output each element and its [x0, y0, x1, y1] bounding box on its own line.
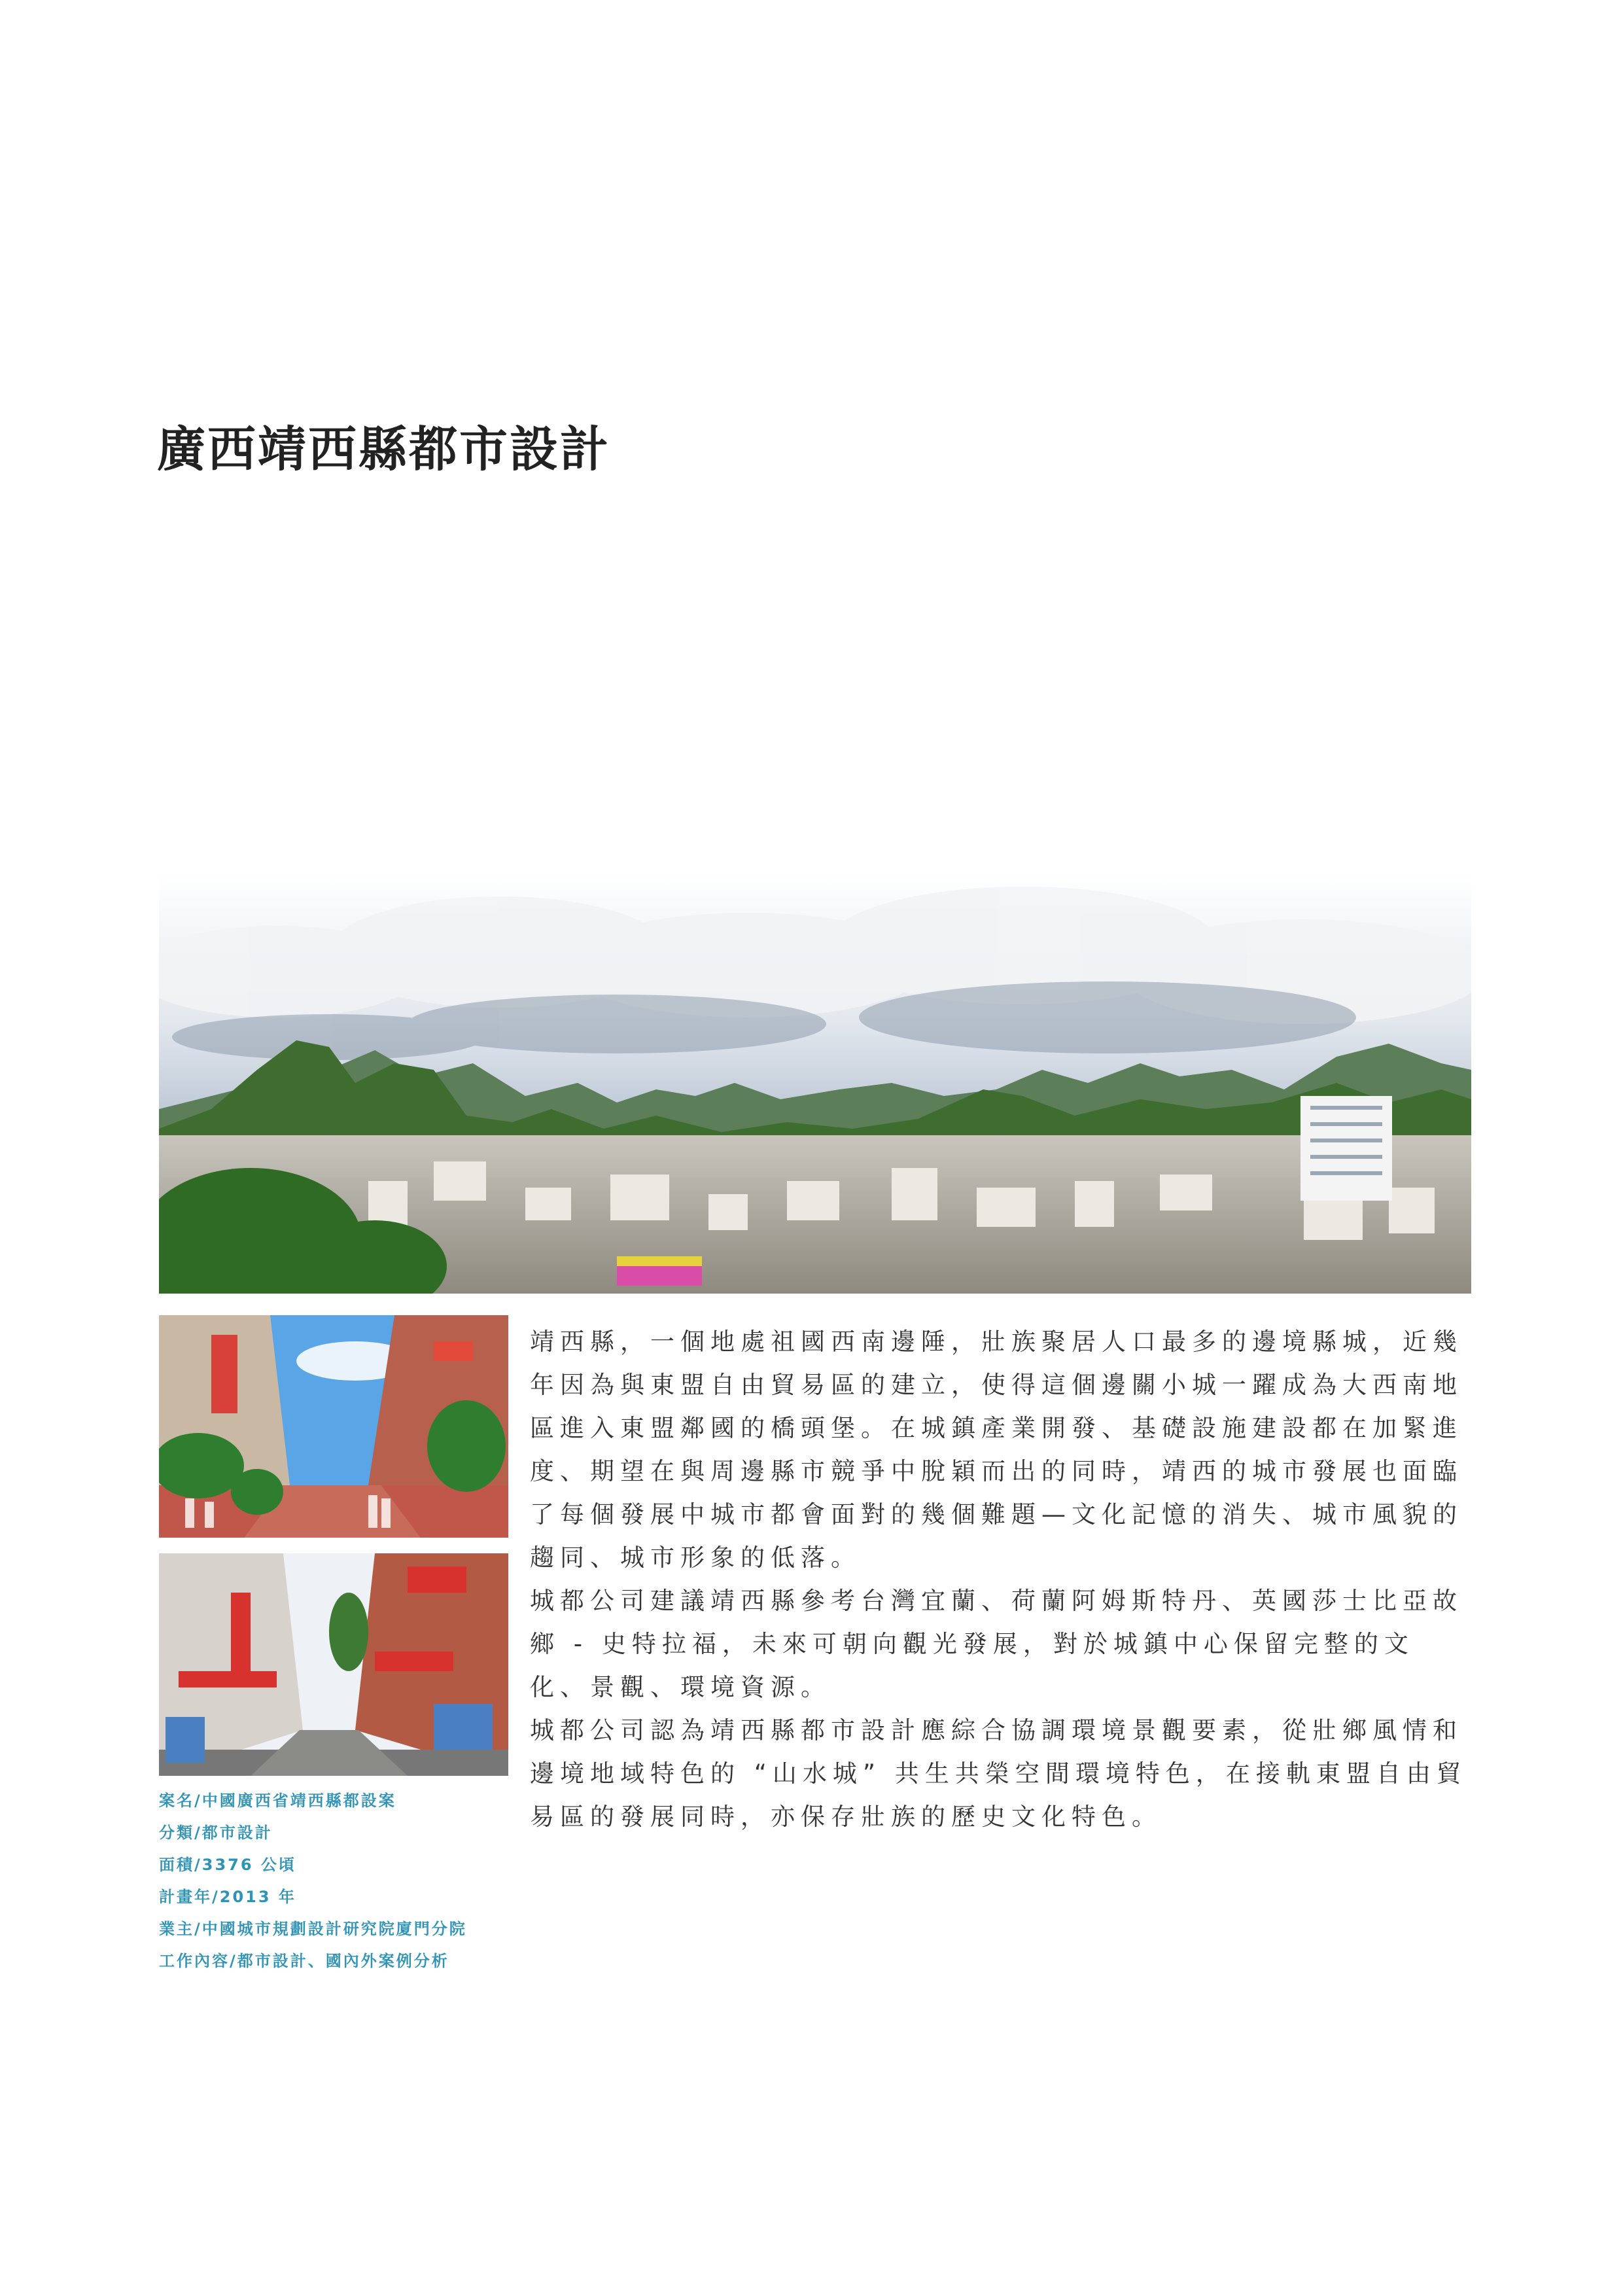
description-text [530, 1320, 1472, 1839]
project-name: 案名/中國廣西省靖西縣都設案 [159, 1792, 396, 1810]
description-paragraph: 城都公司建議靖西縣參考台灣宜蘭、荷蘭阿姆斯特丹、英國莎士比亞故鄉 - 史特拉福，未來可朝向觀光發展，對於城鎮中心保留完整的文化、景觀、環境資源。 [530, 1587, 1463, 1701]
project-area: 面積/3376 公頃 [159, 1856, 296, 1874]
project-client: 業主/中國城市規劃設計研究院廈門分院 [159, 1920, 467, 1938]
project-year: 計畫年/2013 年 [159, 1888, 296, 1906]
street-rendering-image [159, 1315, 508, 1538]
project-info [159, 1785, 617, 1977]
hero-panorama-image [159, 874, 1471, 1294]
project-category: 分類/都市設計 [159, 1824, 273, 1842]
street-photo-image [159, 1553, 508, 1776]
description-paragraph: 城都公司認為靖西縣都市設計應綜合協調環境景觀要素，從壯鄉風情和邊境地域特色的 “山水城” 共生共榮空間環境特色，在接軌東盟自由貿易區的發展同時，亦保存壯族的歷史文化特色。 [530, 1716, 1467, 1831]
page-title: 廣西靖西縣都市設計 [157, 421, 610, 478]
description-paragraph: 靖西縣，一個地處祖國西南邊陲，壯族聚居人口最多的邊境縣城，近幾年因為與東盟自由貿易區的建立，使得這個邊關小城一躍成為大西南地區進入東盟鄰國的橋頭堡。在城鎮產業開發、基礎設施建設都在加緊進度、期望在與周邊縣市競爭中脫穎而出的同時，靖西的城市發展也面臨了每個發展中城市都會面對的幾個難題—文化記憶的消失、城市風貌的趨同、城市形象的低落。 [530, 1328, 1463, 1572]
project-scope: 工作內容/都市設計、國內外案例分析 [159, 1952, 449, 1970]
